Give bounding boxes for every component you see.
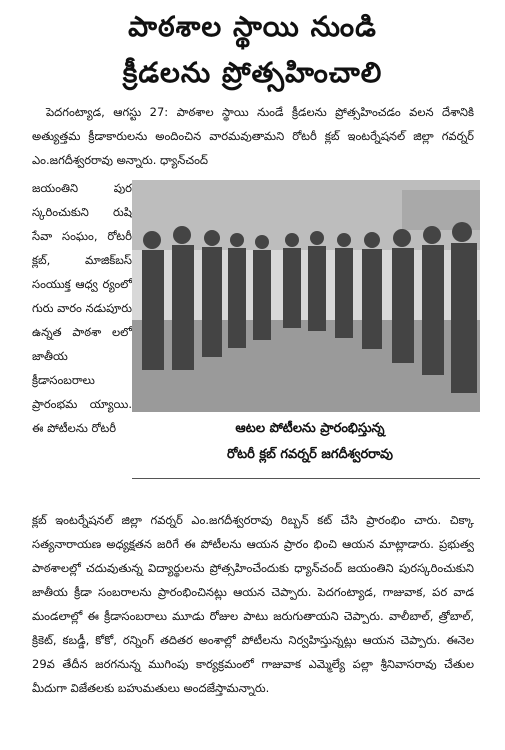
- headline: [0, 4, 505, 96]
- headline-line-1: పాఠశాల స్థాయి నుండి: [128, 10, 377, 43]
- caption-line-1: ఆటల పోటీలను ప్రారంభిస్తున్న: [235, 421, 385, 436]
- photo-illustration: [132, 180, 480, 412]
- caption-divider: [132, 478, 480, 479]
- article-left-column: జయంతిని పుర స్కరించుకుని రుషి సేవా సంఘం, రోటరీ క్లబ్, మాజిక్‌బస్ సంయుక్త ఆధ్వ ర్యంలో గురు వారం నడుపూరు ఉన్నత పాఠశా లలో జాతీయ క్రీడాసంబరాలు ప్రారంభమ య్యాయి. ఈ పోటీలను రోటరీ: [32, 181, 132, 435]
- article-bottom: క్లబ్ ఇంటర్నేషనల్ జిల్లా గవర్నర్ ఎం.జగదీశ్వరరావు రిబ్బన్ కట్ చేసి ప్రారంభిం చారు. చిక్కా సత్యనారాయణ అధ్యక్షతన జరిగే ఈ పోటీలను ఆయన ప్రారం భించి ఆయన మాట్లాడారు. ప్రభుత్వ పాఠశాలల్లో చదువుతున్న విద్యార్థులను ప్రోత్సహించేందుకు ధ్యాన్‌చంద్ జయంతిని పురస్కరించుకుని జాతీయ క్రీడా సంబరాలను ప్రారంభించినట్లు ఆయన చెప్పారు. పెదగంట్యాడ, గాజువాక, పర వాడ మండలాల్లో ఈ క్రీడాసంబరాలు మూడు రోజుల పాటు జరుగుతాయని చెప్పారు. వాలీబాల్, త్రోబాల్, క్రికెట్, కబడ్డీ, కోకో, రన్నింగ్ తదితర అంశాల్లో పోటీలను నిర్వహిస్తున్నట్లు ఆయన చెప్పారు. ఈనెల 29వ తేదీన జరగనున్న ముగింపు కార్యక్రమంలో గాజువాక ఎమ్మెల్యే పల్లా శ్రీనివాసరావు చేతుల మీదుగా విజేతలకు బహుమతులు అందజేస్తామన్నారు.: [32, 513, 474, 695]
- article-intro: పెదగంట్యాడ, ఆగస్టు 27: పాఠశాల స్థాయి నుండే క్రీడలను ప్రోత్సహించడం వలన దేశానికి అత్యుత్తమ క్రీడాకారులను అందించిన వారమవుతామని రోటరీ క్లబ్ ఇంటర్నేషనల్ జిల్లా గవర్నర్ ఎం.జగదీశ్వరరావు అన్నారు. ధ్యాన్‌చంద్: [32, 105, 474, 167]
- headline-line-2: క్రీడలను ప్రోత్సహించాలి: [122, 56, 383, 89]
- photo-caption: [150, 416, 470, 468]
- caption-line-2: రోటరీ క్లబ్ గవర్నర్ జగదీశ్వరరావు: [227, 447, 393, 462]
- event-photo: [132, 180, 480, 412]
